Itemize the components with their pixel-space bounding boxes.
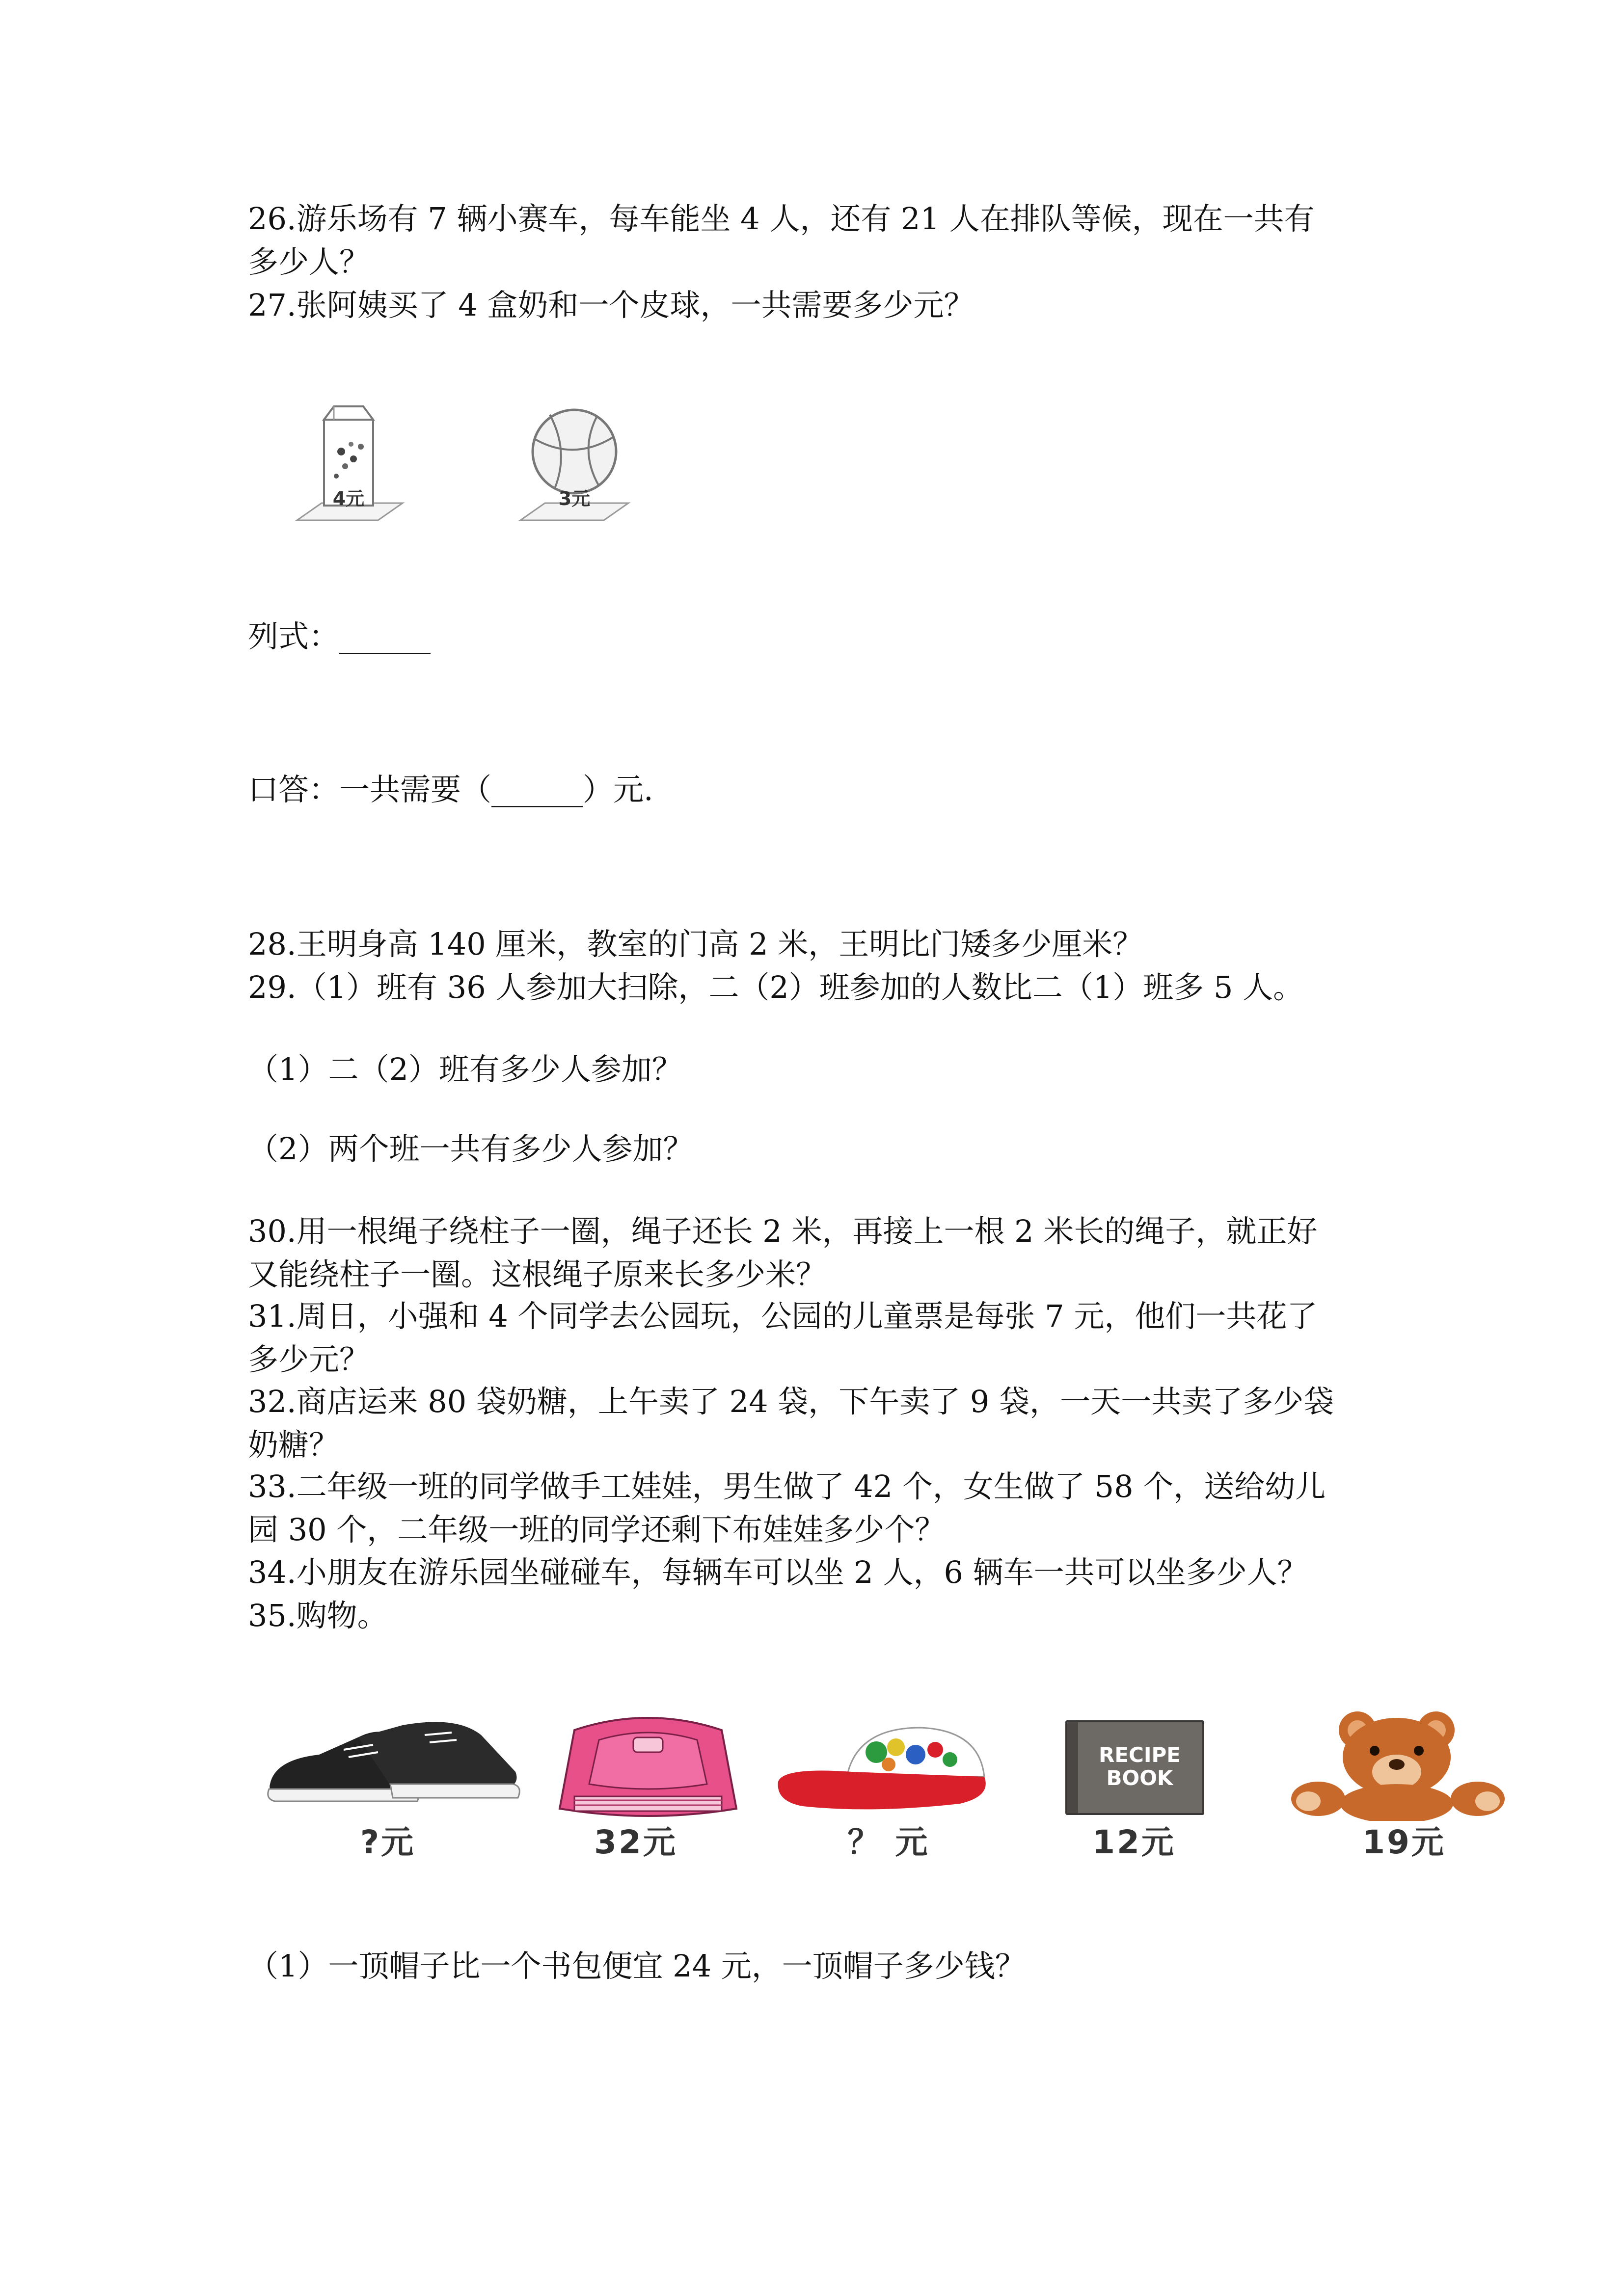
book-cover-title-1: RECIPE: [1099, 1743, 1181, 1767]
bear-price: 19元: [1362, 1823, 1446, 1861]
question-26-line-2: 多少人？: [248, 244, 370, 280]
question-29-sub-1: （1）二（2）班有多少人参加？: [248, 1051, 682, 1087]
question-27-answer: 口答：一共需要（______）元.: [248, 772, 653, 807]
question-28: 28.王明身高 140 厘米，教室的门高 2 米，王明比门矮多少厘米？: [248, 926, 1143, 962]
book-cover-title-2: BOOK: [1106, 1766, 1173, 1790]
shoes-price: ?元: [360, 1823, 416, 1861]
question-26-line-1: 26.游乐场有 7 辆小赛车，每车能坐 4 人，还有 21 人在排队等候，现在一共有: [248, 201, 1315, 237]
question-29: 29.（1）班有 36 人参加大扫除，二（2）班参加的人数比二（1）班多 5 人。: [248, 969, 1304, 1005]
question-29-sub-2: （2）两个班一共有多少人参加？: [248, 1131, 694, 1167]
shoes-picture: [260, 1715, 525, 1814]
question-32-line-2: 奶糖？: [248, 1427, 340, 1463]
question-30-line-2: 又能绕柱子一圈。这根绳子原来长多少米？: [248, 1256, 827, 1292]
cap-price: ？ 元: [847, 1823, 930, 1861]
question-34: 34.小朋友在游乐园坐碰碰车，每辆车可以坐 2 人，6 辆车一共可以坐多少人？: [248, 1554, 1308, 1590]
question-33-line-2: 园 30 个，二年级一班的同学还剩下布娃娃多少个？: [248, 1512, 946, 1548]
question-32-line-1: 32.商店运来 80 袋奶糖，上午卖了 24 袋，下午卖了 9 袋，一天一共卖了多少袋: [248, 1384, 1334, 1419]
schoolbag-picture: [545, 1710, 751, 1823]
question-31-line-1: 31.周日，小强和 4 个同学去公园玩，公园的儿童票是每张 7 元，他们一共花了: [248, 1298, 1318, 1334]
question-30-line-1: 30.用一根绳子绕柱子一圈，绳子还长 2 米，再接上一根 2 米长的绳子，就正好: [248, 1213, 1318, 1249]
cap-picture: [773, 1723, 1004, 1816]
question-33-line-1: 33.二年级一班的同学做手工娃娃，男生做了 42 个，女生做了 58 个，送给幼儿: [248, 1468, 1326, 1504]
question-31-line-2: 多少元？: [248, 1341, 370, 1377]
question-35-sub-1: （1）一顶帽子比一个书包便宜 24 元，一顶帽子多少钱？: [248, 1948, 1026, 1984]
teddy-bear-picture: [1289, 1710, 1510, 1821]
milk-price: 4元: [332, 488, 365, 509]
ball-price: 3元: [558, 488, 591, 509]
question-27: 27.张阿姨买了 4 盒奶和一个皮球，一共需要多少元？: [248, 287, 974, 323]
book-spine: [1067, 1722, 1078, 1813]
book-price: 12元: [1092, 1823, 1176, 1861]
bag-price: 32元: [594, 1823, 677, 1861]
question-27-formula: 列式：______: [248, 618, 431, 654]
question-35: 35.购物。: [248, 1598, 388, 1633]
recipe-book-picture: [1065, 1720, 1204, 1815]
